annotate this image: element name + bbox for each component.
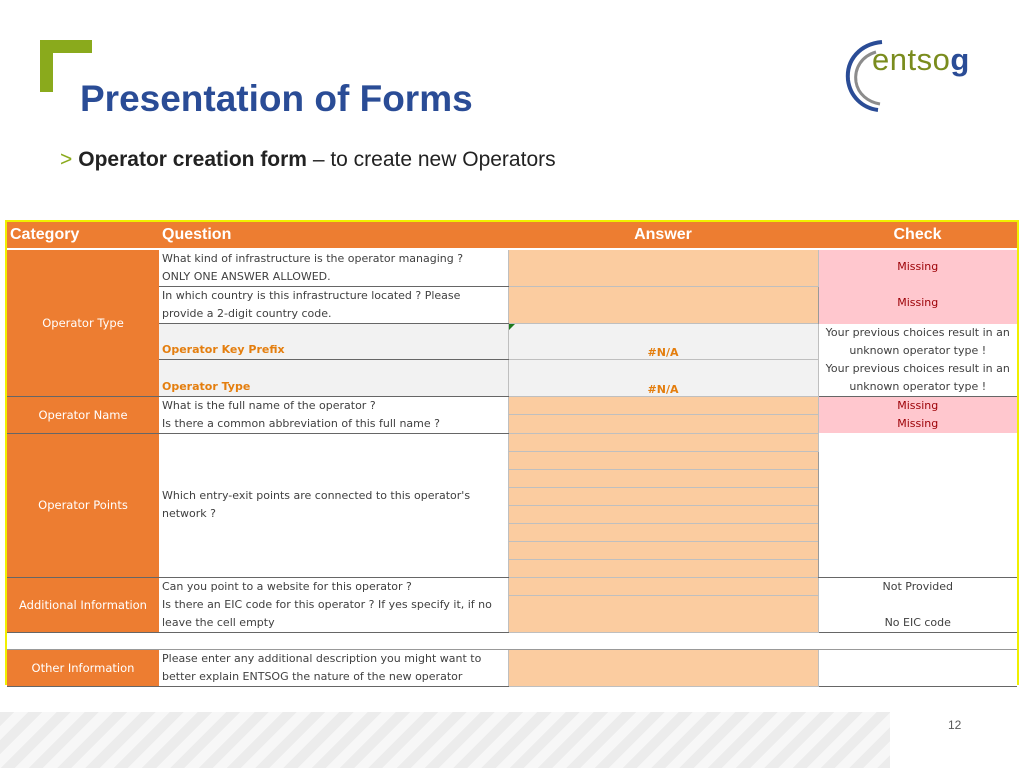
- page-number: 12: [948, 718, 962, 732]
- answer-point-6[interactable]: [508, 523, 818, 541]
- table-row: [7, 577, 1017, 596]
- check-full-name: Missing: [818, 396, 1017, 415]
- header-check: Check: [818, 222, 1017, 249]
- question-country: [159, 287, 508, 324]
- answer-point-4[interactable]: [508, 487, 818, 505]
- table-row: [7, 396, 1017, 415]
- spacer-cell: [7, 632, 1017, 649]
- table-row: [7, 360, 1017, 397]
- label-operator-type: Operator Type: [159, 360, 508, 397]
- question-website: Can you point to a website for this operator ?: [159, 577, 508, 596]
- answer-point-8[interactable]: [508, 559, 818, 577]
- check-line: Your previous choices result in an: [825, 361, 1010, 375]
- question-line: leave the cell empty: [162, 615, 275, 629]
- check-line: unknown operator type !: [849, 343, 987, 357]
- value-operator-type: #N/A: [508, 360, 818, 397]
- header-question: Question: [159, 222, 508, 249]
- header-category: Category: [7, 222, 159, 249]
- spacer-row: [7, 632, 1017, 649]
- answer-point-5[interactable]: [508, 505, 818, 523]
- question-infrastructure: [159, 249, 508, 287]
- check-points: [818, 433, 1017, 577]
- subtitle-bullet: [60, 148, 556, 172]
- answer-website[interactable]: [508, 577, 818, 596]
- check-line: Your previous choices result in an: [825, 325, 1010, 339]
- subtitle-rest: – to create new Operators: [306, 148, 556, 171]
- question-line: Is there an EIC code for this operator ? If yes specify it, if no: [162, 597, 492, 611]
- slide-title: Presentation of Forms: [80, 78, 473, 119]
- answer-eic-code[interactable]: [508, 596, 818, 633]
- check-operator-key-prefix: [818, 324, 1017, 360]
- bracket-vertical-bar: [40, 40, 53, 92]
- question-entry-exit-points: [159, 433, 508, 577]
- question-eic-code: [159, 596, 508, 633]
- check-abbreviation: Missing: [818, 415, 1017, 434]
- logo-text-main: entso: [872, 42, 951, 77]
- answer-point-1[interactable]: [508, 433, 818, 451]
- form-header-row: [7, 222, 1017, 249]
- table-row: [7, 415, 1017, 434]
- check-missing: Missing: [897, 296, 939, 309]
- entsog-logo: [842, 36, 992, 116]
- answer-point-3[interactable]: [508, 469, 818, 487]
- question-line: provide a 2-digit country code.: [162, 307, 332, 320]
- category-operator-name: Operator Name: [7, 396, 159, 433]
- table-row: [7, 249, 1017, 287]
- label-operator-key-prefix: Operator Key Prefix: [159, 324, 508, 360]
- question-line: Which entry-exit points are connected to this operator's: [162, 489, 471, 502]
- check-eic-code: No EIC code: [818, 596, 1017, 633]
- category-additional-information: Additional Information: [7, 577, 159, 632]
- table-row: [7, 324, 1017, 360]
- question-line: Please enter any additional description you might want to: [162, 651, 482, 665]
- check-infrastructure-country: [818, 249, 1017, 324]
- question-description: [159, 649, 508, 686]
- question-full-name: What is the full name of the operator ?: [159, 396, 508, 415]
- answer-point-2[interactable]: [508, 451, 818, 469]
- check-website: Not Provided: [818, 577, 1017, 596]
- logo-wordmark: [872, 42, 970, 78]
- operator-creation-form-table: [7, 222, 1017, 687]
- question-line: network ?: [162, 507, 217, 520]
- value-operator-key-prefix: #N/A: [508, 324, 818, 360]
- answer-abbreviation[interactable]: [508, 415, 818, 434]
- check-description: [818, 649, 1017, 686]
- subtitle-bold: Operator creation form: [78, 148, 307, 171]
- logo-text-end: g: [950, 42, 970, 77]
- category-other-information: Other Information: [7, 649, 159, 686]
- category-operator-points: Operator Points: [7, 433, 159, 577]
- answer-point-7[interactable]: [508, 541, 818, 559]
- table-row: [7, 433, 1017, 451]
- bullet-chevron-icon: >: [60, 148, 73, 171]
- answer-full-name[interactable]: [508, 396, 818, 415]
- check-line: unknown operator type !: [849, 379, 987, 393]
- operator-form-screenshot: [5, 220, 1019, 685]
- question-line: In which country is this infrastructure located ? Please: [162, 289, 461, 302]
- question-line: better explain ENTSOG the nature of the new operator: [162, 669, 463, 683]
- question-line: What kind of infrastructure is the operator managing ?: [162, 252, 464, 265]
- footer-hatched-band: [0, 712, 890, 768]
- header-answer: Answer: [508, 222, 818, 249]
- question-abbreviation: Is there a common abbreviation of this full name ?: [159, 415, 508, 434]
- check-missing: Missing: [897, 260, 939, 273]
- answer-country[interactable]: [508, 287, 818, 324]
- answer-description[interactable]: [508, 649, 818, 686]
- table-row: [7, 596, 1017, 633]
- answer-infrastructure[interactable]: [508, 249, 818, 287]
- question-line: ONLY ONE ANSWER ALLOWED.: [162, 270, 331, 283]
- check-operator-type: [818, 360, 1017, 397]
- table-row: [7, 649, 1017, 686]
- category-operator-type: Operator Type: [7, 249, 159, 396]
